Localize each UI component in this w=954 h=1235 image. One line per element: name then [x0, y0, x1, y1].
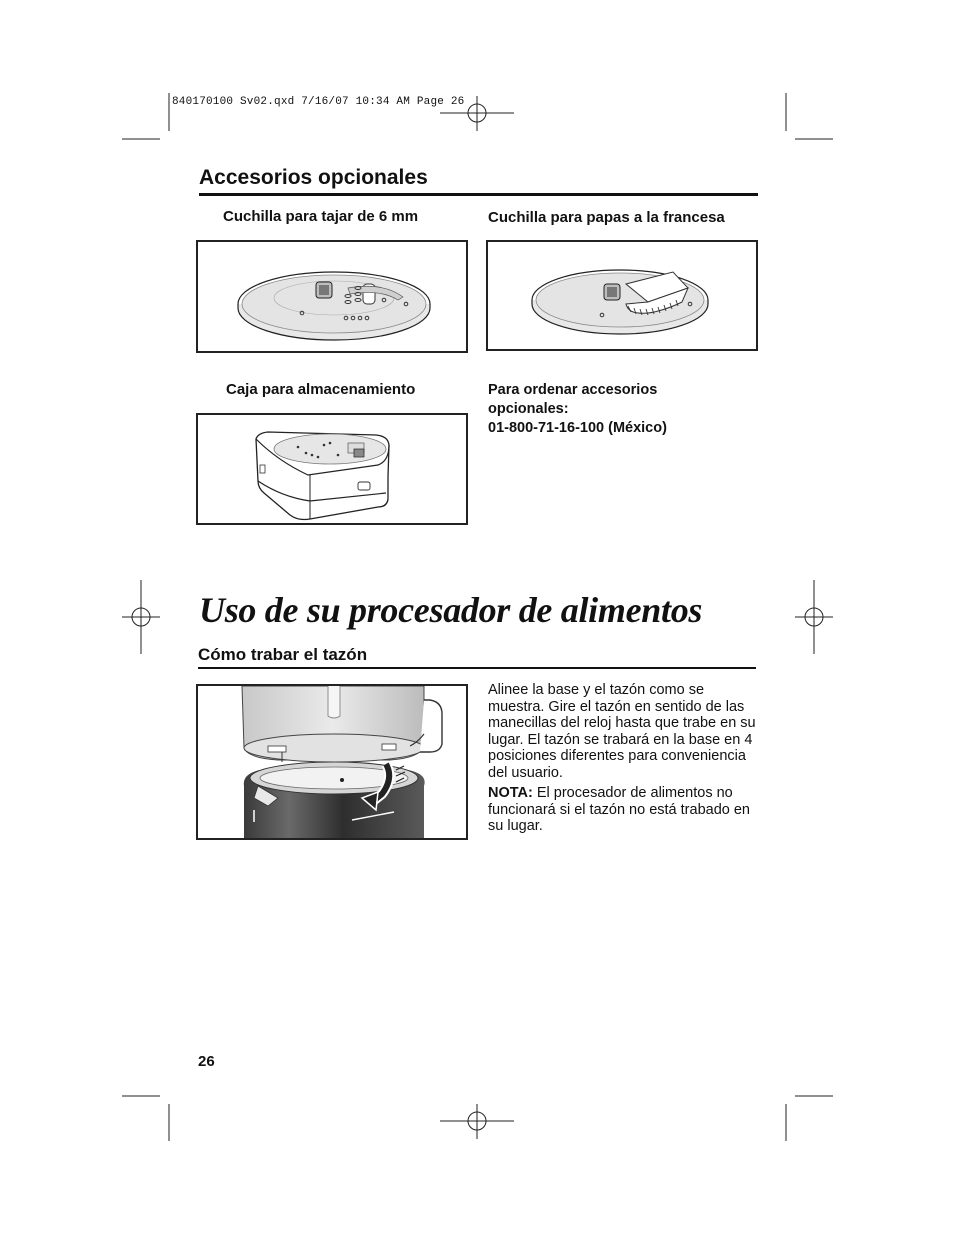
page-title: Uso de su procesador de alimentos [199, 590, 703, 630]
order-info [488, 381, 667, 438]
order-info-line2: opcionales: [488, 401, 569, 417]
caption-storage-case: Caja para almacenamiento [226, 381, 416, 398]
instructions-paragraph: Alinee la base y el tazón como se muestra. Gire el tazón en sentido de las manecillas del reloj hasta que trabe en su lugar. El tazón se trabará en la base en 4 posiciones diferentes para conveniencia del usuario. [488, 682, 756, 781]
slicing-disc-figure [196, 240, 468, 353]
instructions [488, 682, 756, 839]
caption-slicing-disc: Cuchilla para tajar de 6 mm [223, 208, 419, 225]
slicing-disc-icon [198, 242, 466, 351]
order-info-phone: 01-800-71-16-100 (México) [488, 420, 667, 436]
section-heading-lock-bowl: Cómo trabar el tazón [198, 645, 368, 664]
french-fry-disc-icon [488, 242, 756, 349]
page-number: 26 [198, 1053, 215, 1070]
note-paragraph [488, 785, 756, 835]
section-heading-accessories: Accesorios opcionales [199, 166, 428, 189]
print-slug: 840170100 Sv02.qxd 7/16/07 10:34 AM Page 26 [172, 96, 465, 108]
order-info-line1: Para ordenar accesorios [488, 382, 658, 398]
section-rule [198, 667, 756, 669]
bowl-lock-illustration [198, 686, 466, 838]
caption-french-fry-disc: Cuchilla para papas a la francesa [488, 209, 725, 226]
french-fry-disc-figure [486, 240, 758, 351]
bowl-lock-figure [196, 684, 468, 840]
note-text: El procesador de alimentos no funcionará si el tazón no está trabado en su lugar. [488, 785, 750, 834]
storage-case-figure [196, 413, 468, 525]
storage-case-icon [198, 415, 466, 523]
note-label: NOTA: [488, 785, 533, 801]
heading-rule [199, 193, 758, 196]
